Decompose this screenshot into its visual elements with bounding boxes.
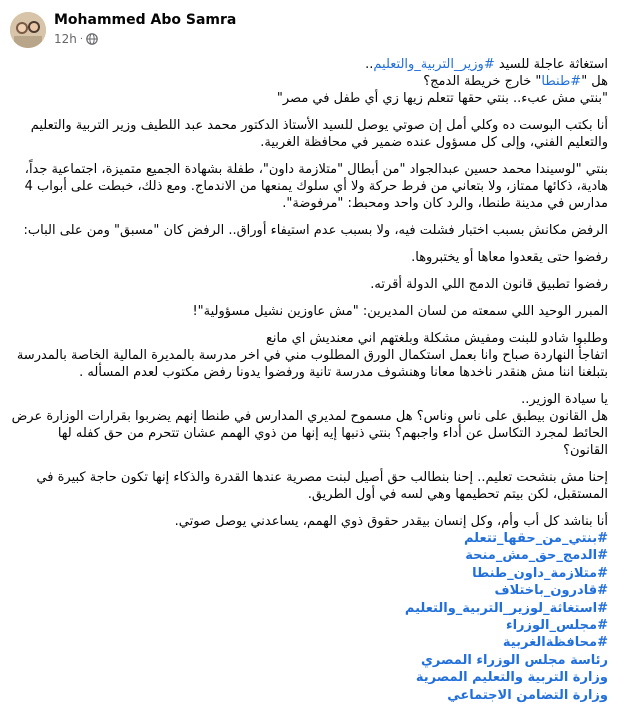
post-paragraph-4b: رفضوا حتى يقعدوا معاها أو يختبروها. [411, 250, 608, 265]
post-paragraph-10: أنا بناشد كل أب وأم، وكل إنسان بيقدر حقوق ذوي الهمم، يساعدني يوصل صوتي. [174, 514, 608, 529]
post-paragraph-9: إحنا مش بنشحت تعليم.. إحنا بنطالب حق أصيل لبنت مصرية عندها القدرة والذكاء إنها تكون حاجة كبيرة في المستقبل، لكن بيتم تحطيمها وهي لسه في أول الطريق. [36, 470, 608, 502]
post-paragraph-3: بنتي "لوسيندا محمد حسين عبدالجواد "من أبطال "متلازمة داون"، طفلة بشهادة الجميع متميزة، اجتماعية جداً، هادية، ذكائها ممتاز، ولا بتعاني من فرط حركة ولا أي سلوك يمنعها من الاندماج. ومع ذلك، خبطت على أبواب 4 مدارس في مدينة طنطا، والرد كان واحد ومحبط: "مرفوضة". [24, 162, 608, 211]
hashtag-link[interactable]: #متلازمة_داون_طنطا [472, 565, 608, 581]
hashtag-link[interactable]: #الدمج_حق_مش_منحة [465, 548, 608, 564]
post-paragraph-8b: هل القانون بيطبق على ناس وناس؟ هل مسموح لمديري المدارس في طنطا إنهم يضربوا بقرارات الوزارة عرض الحائط لمجرد التكاسل عن أداء واجبهم؟ بنتي ذنبها إيه إنها من ذوي الهمم عشان تتحرم من حق كفله لها القانون؟ [11, 409, 608, 458]
post-time[interactable]: 12h [54, 32, 77, 46]
text-segment: .. [365, 57, 374, 72]
author-name[interactable]: Mohammed Abo Samra [54, 12, 237, 28]
hashtag-link[interactable]: #مجلس_الوزراء [505, 618, 608, 634]
avatar[interactable] [10, 12, 46, 48]
post-paragraph-4a: الرفض مكانش بسبب اختبار فشلت فيه، ولا بسبب عدم استيفاء أوراق.. الرفض كان "مسبق" ومن على الباب: [23, 223, 608, 238]
text-segment: استغاثة عاجلة للسيد [494, 57, 608, 72]
post-meta [54, 32, 98, 46]
hashtag-link[interactable]: #وزير_التربية_والتعليم [373, 57, 495, 72]
hashtag-link[interactable]: #بنتي_من_حقها_تتعلم [463, 531, 608, 546]
post-paragraph-5: رفضوا تطبيق قانون الدمج اللي الدولة أقرته. [370, 277, 608, 292]
globe-icon[interactable] [86, 33, 98, 45]
post-paragraph-6: المبرر الوحيد اللي سمعته من لسان المديرين: "مش عاوزين نشيل مسؤولية"! [192, 304, 608, 319]
post-line-1 [10, 56, 608, 73]
mention-link[interactable]: رئاسة مجلس الوزراء المصري [420, 652, 608, 668]
post-paragraph-7a: وطلبوا شادو للبنت ومفيش مشكلة وبلغتهم اني معنديش اي مانع [265, 331, 608, 346]
hashtag-link[interactable]: #قادرون_باختلاف [494, 583, 608, 599]
hashtag-link[interactable]: #طنطا [541, 74, 582, 89]
post-paragraph-7b: اتفاجأ النهاردة صباح وانا بعمل استكمال الورق المطلوب مني في اخر مدرسة بالمديرة المالية الخاصة بالمدرسة بتبلغنا اننا مش هنقدر ناخدها معانا وهنشوف مدرسة تانية ورفضوا يدونا رفض مكتوب لعدم المسأله . [16, 348, 608, 380]
mention-link[interactable]: وزارة التربية والتعليم المصرية [415, 670, 608, 686]
avatar-photo-icon [10, 12, 46, 48]
post-paragraph-8a: يا سيادة الوزير.. [521, 392, 608, 407]
mention-link[interactable]: وزارة التضامن الاجتماعي [447, 687, 608, 703]
post-header [10, 8, 610, 48]
hashtag-link[interactable]: #محافظة‌الغربية [502, 635, 608, 651]
post-line-3: "بنتي مش عبء.. بنتي حقها تتعلم زيها زي أي طفل في مصر" [276, 91, 608, 106]
text-segment: هل " [581, 74, 608, 89]
meta-separator: · [79, 33, 84, 45]
hashtag-link[interactable]: #استغاثة_لوزير_التربية_والتعليم [404, 600, 608, 616]
post-body [10, 56, 608, 704]
post-line-2 [10, 73, 608, 90]
text-segment: " خارج خريطة الدمج؟ [423, 74, 542, 89]
post-paragraph-2: أنا بكتب البوست ده وكلي أمل إن صوتي يوصل للسيد الأستاذ الدكتور محمد عبد اللطيف وزير التربية والتعليم والتعليم الفني، وإلى كل مسؤول عنده ضمير في محافظة الغربية. [30, 118, 608, 150]
hashtag-list [10, 530, 608, 704]
